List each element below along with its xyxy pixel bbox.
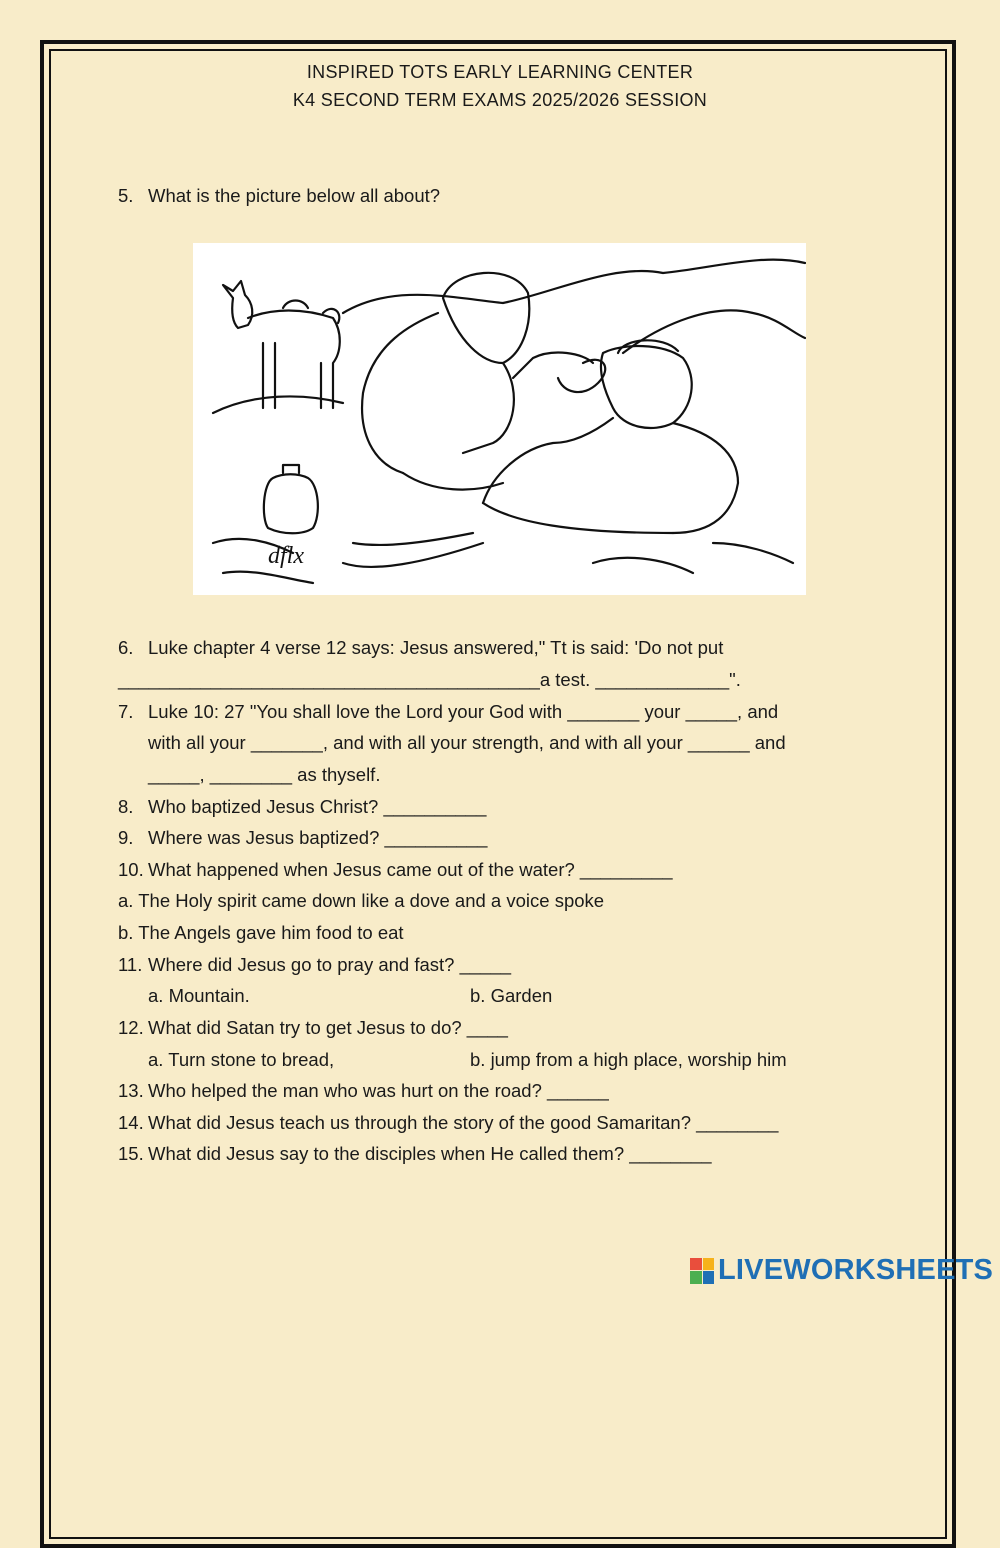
question-number: 9. [118, 827, 134, 848]
question-8[interactable] [118, 796, 486, 818]
question-number: 11. [118, 954, 143, 975]
exam-title: K4 SECOND TERM EXAMS 2025/2026 SESSION [292, 90, 708, 110]
question-10-option-a: a. The Holy spirit came down like a dove and a voice spoke [118, 890, 605, 911]
question-number: 5. [118, 185, 134, 206]
question-text: What did Jesus teach us through the story of the good Samaritan? ________ [148, 1112, 779, 1133]
question-6-continued[interactable]: _________________________________________a test. _____________". [118, 669, 741, 690]
liveworksheets-logo-icon [690, 1258, 714, 1284]
liveworksheets-logo[interactable] [690, 1254, 993, 1287]
question-7-line-3[interactable]: _____, ________ as thyself. [148, 764, 381, 785]
question-14[interactable] [118, 1112, 778, 1134]
question-text: Where did Jesus go to pray and fast? _____ [148, 954, 512, 975]
question-number: 8. [118, 796, 134, 817]
question-text: Who helped the man who was hurt on the road? ______ [148, 1080, 609, 1101]
question-number: 13. [118, 1080, 144, 1101]
question-text: What did Satan try to get Jesus to do? ____ [148, 1017, 508, 1038]
question-text: Luke chapter 4 verse 12 says: Jesus answered," Tt is said: 'Do not put [148, 637, 724, 658]
liveworksheets-brand: LIVEWORKSHEETS [718, 1254, 994, 1286]
question-11-option-b: b. Garden [470, 985, 553, 1006]
question-12[interactable] [118, 1017, 508, 1039]
question-9[interactable] [118, 827, 487, 849]
question-11[interactable] [118, 954, 511, 976]
question-text: Who baptized Jesus Christ? __________ [148, 796, 487, 817]
illustration-signature: dflx [268, 543, 304, 569]
school-name: INSPIRED TOTS EARLY LEARNING CENTER [306, 62, 694, 82]
question-11-option-a: a. Mountain. [148, 985, 250, 1006]
question-10-option-b: b. The Angels gave him food to eat [118, 922, 404, 943]
question-12-option-a: a. Turn stone to bread, [148, 1049, 335, 1070]
good-samaritan-illustration [193, 243, 806, 595]
question-7-line-2[interactable]: with all your _______, and with all your strength, and with all your ______ and [148, 732, 786, 753]
question-number: 15. [118, 1143, 144, 1164]
question-12-option-b: b. jump from a high place, worship him [470, 1049, 787, 1070]
good-samaritan-picture [193, 243, 806, 595]
question-6 [118, 637, 723, 659]
question-number: 7. [118, 701, 134, 722]
question-text: What did Jesus say to the disciples when He called them? ________ [148, 1143, 712, 1164]
question-10[interactable] [118, 859, 673, 881]
question-text: What happened when Jesus came out of the water? _________ [148, 859, 673, 880]
question-5 [118, 185, 440, 207]
question-text: Where was Jesus baptized? __________ [148, 827, 488, 848]
question-text: What is the picture below all about? [148, 185, 441, 206]
question-number: 14. [118, 1112, 144, 1133]
question-13[interactable] [118, 1080, 609, 1102]
question-number: 6. [118, 637, 134, 658]
question-number: 12. [118, 1017, 144, 1038]
question-7 [118, 701, 778, 723]
question-15[interactable] [118, 1143, 712, 1165]
question-number: 10. [118, 859, 144, 880]
question-text: Luke 10: 27 "You shall love the Lord your God with _______ your _____, and [148, 701, 779, 722]
